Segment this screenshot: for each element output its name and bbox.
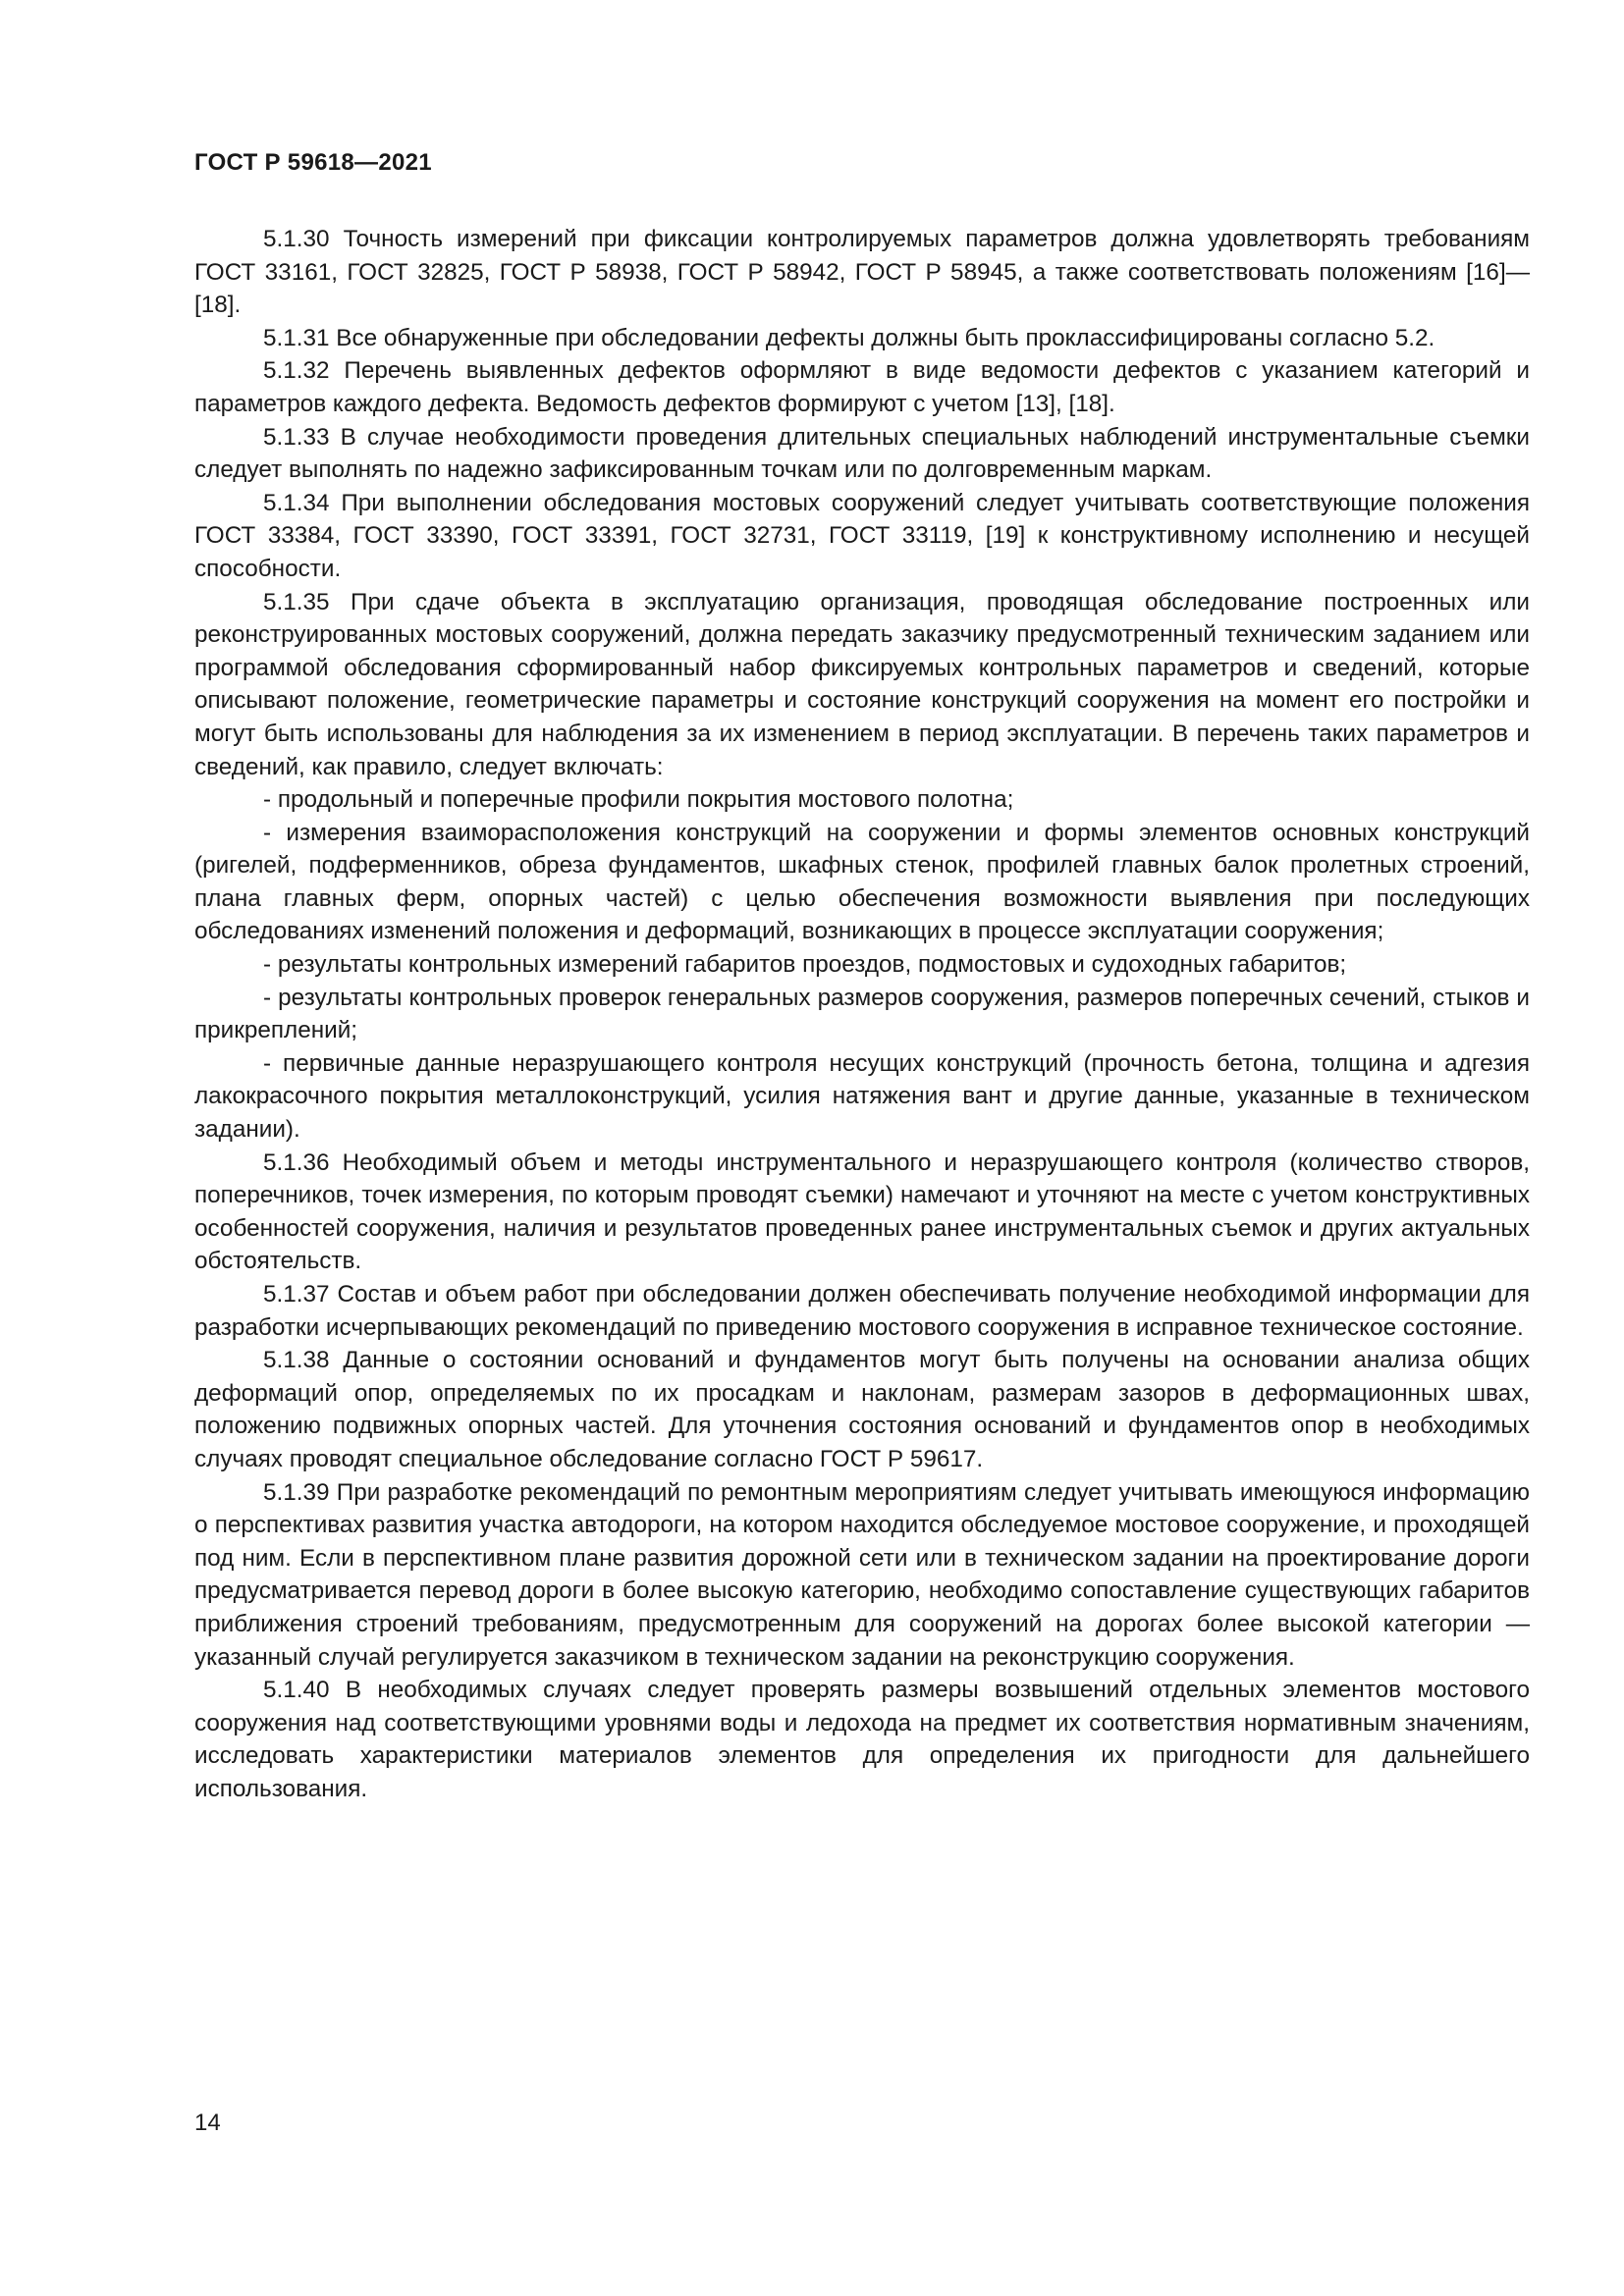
paragraph-5-1-36: 5.1.36 Необходимый объем и методы инструментального и неразрушающего контроля (количество створов, поперечников, точек измерения, по которым проводят съемки) намечают и уточняют на месте с учетом конструктивных особенностей сооружения, наличия и результатов проведенных ранее инструментальных съемок и других актуальных обстоятельств. [194, 1148, 1530, 1275]
paragraph-5-1-34: 5.1.34 При выполнении обследования мостовых сооружений следует учитывать соответствующие положения ГОСТ 33384, ГОСТ 33390, ГОСТ 33391, ГОСТ 32731, ГОСТ 33119, [19] к конструктивному исполнению и несущей способности. [194, 489, 1530, 582]
paragraph-5-1-40: 5.1.40 В необходимых случаях следует проверять размеры возвышений отдельных элементов мостового сооружения над соответствующими уровнями воды и ледохода на предмет их соответствия нормативным значениям, исследовать характеристики материалов элементов для определения их пригодности для дальнейшего использования. [194, 1677, 1530, 1802]
document-body [194, 223, 1530, 1806]
paragraph-5-1-33: 5.1.33 В случае необходимости проведения длительных специальных наблюдений инструментальные съемки следует выполнять по надежно зафиксированным точкам или по долговременным маркам. [194, 423, 1530, 484]
list-item: - продольный и поперечные профили покрытия мостового полотна; [263, 786, 1014, 814]
list-item: - результаты контрольных измерений габаритов проездов, подмостовых и судоходных габаритов; [263, 951, 1347, 979]
paragraph-5-1-39: 5.1.39 При разработке рекомендаций по ремонтным мероприятиям следует учитывать имеющуюся информацию о перспективах развития участка автодороги, на котором находится обследуемое мостовое сооружение, и проходящей под ним. Если в перспективном плане развития дорожной сети или в техническом задании на проектирование дороги предусматривается перевод дороги в более высокую категорию, необходимо сопоставление существующих габаритов приближения строений требованиям, предусмотренным для сооружений на дорогах более высокой категории — указанный случай регулируется заказчиком в техническом задании на реконструкцию сооружения. [194, 1478, 1530, 1671]
list-item: - измерения взаиморасположения конструкций на сооружении и формы элементов основных конструкций (ригелей, подферменников, обреза фундаментов, шкафных стенок, профилей главных балок пролетных строений, плана главных ферм, опорных частей) с целью обеспечения возможности выявления при последующих обследованиях изменений положения и деформаций, возникающих в процессе эксплуатации сооружения; [194, 819, 1530, 945]
list-item: - результаты контрольных проверок генеральных размеров сооружения, размеров поперечных сечений, стыков и прикреплений; [194, 984, 1530, 1044]
list-item: - первичные данные неразрушающего контроля несущих конструкций (прочность бетона, толщина и адгезия лакокрасочного покрытия металлоконструкций, усилия натяжения вант и другие данные, указанные в техническом задании). [194, 1049, 1530, 1144]
paragraph-5-1-31: 5.1.31 Все обнаруженные при обследовании дефекты должны быть проклассифицированы согласно 5.2. [263, 324, 1435, 351]
paragraph-5-1-30: 5.1.30 Точность измерений при фиксации контролируемых параметров должна удовлетворять требованиям ГОСТ 33161, ГОСТ 32825, ГОСТ Р 58938, ГОСТ Р 58942, ГОСТ Р 58945, а также соответствовать положениям [16]—[18]. [194, 226, 1530, 319]
paragraph-5-1-37: 5.1.37 Состав и объем работ при обследовании должен обеспечивать получение необходимой информации для разработки исчерпывающих рекомендаций по приведению мостового сооружения в исправное техническое состояние. [194, 1281, 1530, 1341]
paragraph-5-1-38: 5.1.38 Данные о состоянии оснований и фундаментов могут быть получены на основании анализа общих деформаций опор, определяемых по их просадкам и наклонам, размерам зазоров в деформационных швах, положению подвижных опорных частей. Для уточнения состояния оснований и фундаментов опор в необходимых случаях проводят специальное обследование согласно ГОСТ Р 59617. [194, 1347, 1530, 1472]
paragraph-5-1-35: 5.1.35 При сдаче объекта в эксплуатацию организация, проводящая обследование построенных или реконструированных мостовых сооружений, должна передать заказчику предусмотренный техническим заданием или программой обследования сформированный набор фиксируемых контрольных параметров и сведений, которые описывают положение, геометрические параметры и состояние конструкций сооружения на момент его постройки и могут быть использованы для наблюдения за их изменением в период эксплуатации. В перечень таких параметров и сведений, как правило, следует включать: [194, 588, 1530, 780]
page-number: 14 [194, 2109, 221, 2136]
document-header: ГОСТ Р 59618—2021 [194, 149, 432, 176]
paragraph-5-1-32: 5.1.32 Перечень выявленных дефектов оформляют в виде ведомости дефектов с указанием категорий и параметров каждого дефекта. Ведомость дефектов формируют с учетом [13], [18]. [194, 357, 1530, 417]
